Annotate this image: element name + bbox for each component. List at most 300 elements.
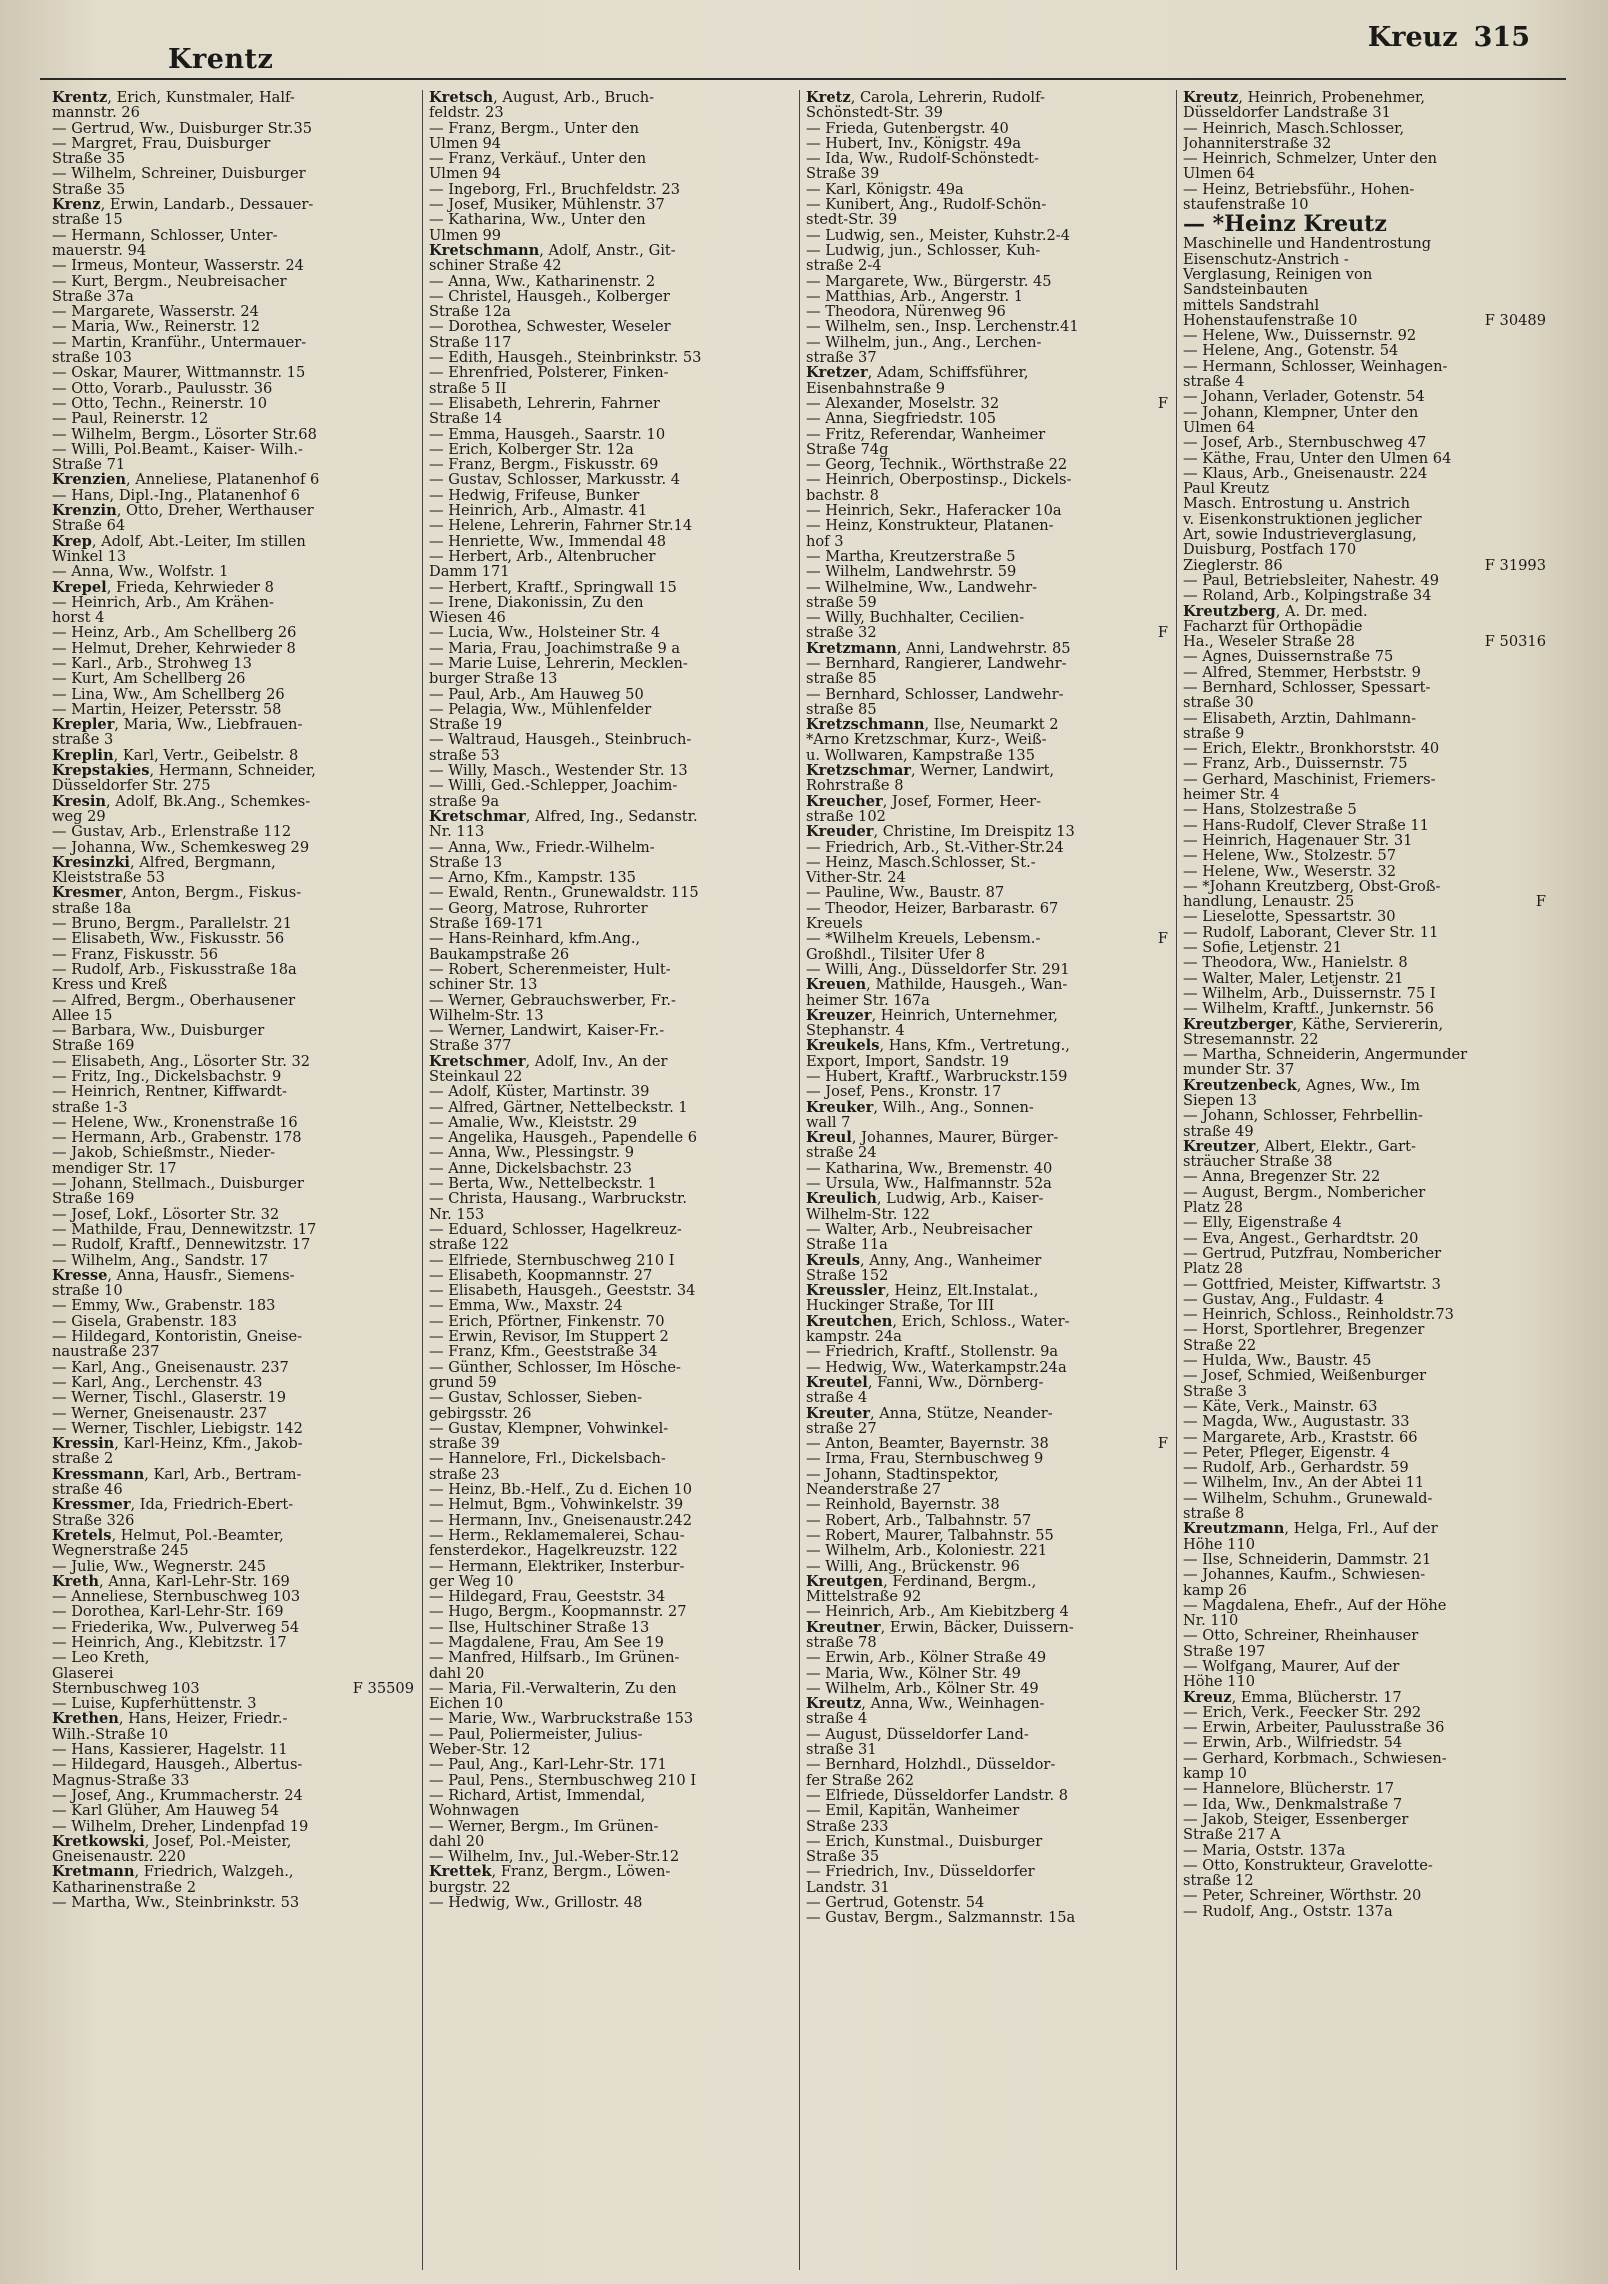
directory-line: fensterdekor., Hagelkreuzstr. 122 (429, 1543, 678, 1559)
directory-line: — Maria, Oststr. 137a (1183, 1842, 1346, 1858)
directory-line: — Wilhelm, Schreiner, Duisburger (52, 166, 306, 182)
directory-line: Kretkowski, Josef, Pol.-Meister, (52, 1833, 292, 1850)
directory-line: — Robert, Arb., Talbahnstr. 57 (806, 1512, 1032, 1528)
directory-line: — Willi, Pol.Beamt., Kaiser- Wilh.- (52, 441, 303, 458)
directory-line: straße 46 (52, 1482, 123, 1498)
directory-line: Straße 19 (429, 717, 503, 733)
directory-line: Kresse, Anna, Hausfr., Siemens- (52, 1267, 295, 1284)
directory-line: Eisenbahnstraße 9 (806, 380, 946, 396)
phone-number: F 31993 (1484, 557, 1546, 573)
directory-line: Art, sowie Industrieverglasung, (1183, 527, 1417, 543)
directory-line: Maschinelle und Handentrostung (1183, 236, 1432, 252)
directory-line: — Margarete, Ww., Bürgerstr. 45 (806, 273, 1052, 289)
directory-line: — Helene, Ang., Gotenstr. 54 (1183, 343, 1399, 359)
directory-line: — Jakob, Schießmstr., Nieder- (52, 1145, 276, 1161)
directory-line: Straße 11a (806, 1237, 888, 1253)
directory-line: Krenzin, Otto, Dreher, Werthauser (52, 503, 314, 519)
directory-line: Siepen 13 (1183, 1093, 1257, 1109)
directory-line: weg 29 (52, 808, 106, 825)
directory-line: — Hugo, Bergm., Koopmannstr. 27 (429, 1604, 687, 1620)
directory-line: Kretschmann, Adolf, Anstr., Git- (429, 242, 676, 259)
directory-line: Straße 35 (806, 1849, 880, 1865)
directory-line: Kreul, Johannes, Maurer, Bürger- (806, 1130, 1059, 1146)
directory-line: — Erich, Kolberger Str. 12a (429, 441, 634, 458)
directory-line: — Johannes, Kaufm., Schwiesen- (1183, 1567, 1426, 1583)
directory-line: — Anna, Ww., Friedr.-Wilhelm- (429, 839, 655, 855)
directory-line: Magnus-Straße 33 (52, 1772, 190, 1788)
directory-line: — Paul, Pens., Sternbuschweg 210 I (429, 1772, 697, 1788)
directory-line: Kretschmer, Adolf, Inv., An der (429, 1053, 668, 1069)
directory-line: Verglasung, Reinigen von (1183, 266, 1373, 283)
directory-line: — Wilhelm, Dreher, Lindenpfad 19 (52, 1818, 309, 1834)
directory-line: Weber-Str. 12 (429, 1742, 531, 1758)
directory-line: straße 18a (52, 900, 132, 917)
directory-line: Gneisenaustr. 220 (52, 1849, 186, 1865)
header-left-keyword: Krentz (168, 44, 274, 75)
directory-line: — Willy, Buchhalter, Cecilien- (806, 610, 1025, 626)
directory-line: — Hans, Stolzestraße 5 (1183, 802, 1357, 818)
directory-line: Straße 14 (429, 411, 503, 427)
directory-line: — Karl, Königstr. 49a (806, 181, 964, 198)
directory-line: Platz 28 (1183, 1200, 1243, 1216)
directory-line: Ulmen 99 (429, 227, 502, 243)
directory-line: — Horst, Sportlehrer, Bregenzer (1183, 1322, 1425, 1338)
directory-line: straße 31 (806, 1742, 877, 1758)
phone-number: F 30489 (1484, 312, 1546, 329)
directory-line: — Paul, Betriebsleiter, Nahestr. 49 (1183, 572, 1439, 589)
directory-line: — Martha, Ww., Steinbrinkstr. 53 (52, 1895, 300, 1911)
directory-line: Nr. 113 (429, 824, 485, 840)
directory-line: — Emil, Kapitän, Wanheimer (806, 1803, 1020, 1819)
directory-line: — Otto, Konstrukteur, Gravelotte- (1183, 1857, 1433, 1874)
directory-line: — Heinrich, Schmelzer, Unter den (1183, 151, 1438, 167)
directory-line: — Hedwig, Ww., Grillostr. 48 (429, 1895, 643, 1911)
directory-line: — Theodora, Ww., Hanielstr. 8 (1183, 955, 1408, 971)
directory-line: — Gertrud, Putzfrau, Nombericher (1183, 1245, 1442, 1262)
directory-line: straße 39 (429, 1436, 500, 1452)
directory-line: — Hannelore, Frl., Dickelsbach- (429, 1451, 666, 1467)
directory-line: Düsseldorfer Landstraße 31 (1183, 105, 1391, 121)
directory-line: — Elfriede, Sternbuschweg 210 I (429, 1252, 675, 1268)
directory-line: — Heinrich, Arb., Almastr. 41 (429, 503, 648, 519)
directory-line: Damm 171 (429, 564, 510, 580)
phone-number: F (1157, 1436, 1168, 1452)
directory-line: — Ewald, Rentn., Grunewaldstr. 115 (429, 885, 699, 901)
directory-line: Krethen, Hans, Heizer, Friedr.- (52, 1711, 288, 1727)
directory-line: heimer Str. 4 (1183, 787, 1280, 803)
directory-line: — Rudolf, Arb., Gerhardstr. 59 (1183, 1460, 1409, 1476)
directory-line: — Alexander, Moselstr. 32 F (806, 395, 1168, 412)
directory-line: Kreutner, Erwin, Bäcker, Duissern- (806, 1619, 1074, 1635)
directory-line: — Martin, Kranführ., Untermauer- (52, 334, 307, 351)
directory-line: gebirgsstr. 26 (429, 1405, 532, 1421)
directory-line: straße 85 (806, 701, 877, 718)
directory-line: — Hans, Kassierer, Hagelstr. 11 (52, 1742, 288, 1758)
directory-line: horst 4 (52, 610, 105, 626)
directory-line: — Werner, Tischler, Liebigstr. 142 (52, 1420, 303, 1437)
directory-line: — Arno, Kfm., Kampstr. 135 (429, 870, 636, 886)
phone-number: F (1157, 395, 1168, 412)
directory-line: Krenzien, Anneliese, Platanenhof 6 (52, 472, 320, 488)
directory-line: — Heinrich, Arb., Am Krähen- (52, 594, 274, 611)
directory-line: Glaserei (52, 1665, 114, 1681)
directory-line: — Maria, Ww., Kölner Str. 49 (806, 1665, 1021, 1681)
directory-line: — Maria, Frau, Joachimstraße 9 a (429, 640, 681, 656)
directory-line: — Ursula, Ww., Halfmannstr. 52a (806, 1176, 1052, 1192)
directory-line: straße 122 (429, 1237, 509, 1253)
directory-line: Johanniterstraße 32 (1183, 135, 1332, 152)
directory-line: — Anna, Ww., Wolfstr. 1 (52, 564, 229, 580)
directory-line: — Josef, Musiker, Mühlenstr. 37 (429, 197, 665, 213)
directory-line: Straße 35 (52, 151, 126, 167)
directory-line: Kressmann, Karl, Arb., Bertram- (52, 1466, 302, 1483)
directory-line: mendiger Str. 17 (52, 1160, 177, 1177)
directory-line: — Lina, Ww., Am Schellberg 26 (52, 686, 285, 702)
directory-line: — Martha, Kreutzerstraße 5 (806, 548, 1016, 565)
directory-line: — Wolfgang, Maurer, Auf der (1183, 1658, 1400, 1675)
directory-line: Kreutel, Fanni, Ww., Dörnberg- (806, 1374, 1044, 1391)
directory-line: — Wilhelm, Landwehrstr. 59 (806, 564, 1017, 580)
directory-line: — Barbara, Ww., Duisburger (52, 1023, 265, 1039)
directory-line: — Elisabeth, Ang., Lösorter Str. 32 (52, 1053, 311, 1069)
directory-line: straße 5 II (429, 380, 507, 396)
directory-line: — Pelagia, Ww., Mühlenfelder (429, 701, 652, 718)
directory-line: — Martin, Heizer, Petersstr. 58 (52, 701, 282, 718)
directory-line: — Gustav, Schlosser, Markusstr. 4 (429, 472, 681, 488)
directory-line: Straße 12a (429, 304, 511, 320)
directory-line: mittels Sandstrahl (1183, 297, 1320, 313)
directory-line: Nr. 110 (1183, 1613, 1239, 1629)
directory-line: Ulmen 94 (429, 135, 502, 152)
directory-line: Neanderstraße 27 (806, 1482, 942, 1498)
directory-line: — Heinz, Bb.-Helf., Zu d. Eichen 10 (429, 1482, 693, 1498)
directory-line: Kreuker, Wilh., Ang., Sonnen- (806, 1099, 1034, 1115)
directory-line: — Hildegard, Kontoristin, Gneise- (52, 1329, 303, 1345)
directory-line: — Helene, Ww., Duissernstr. 92 (1183, 328, 1417, 344)
directory-line: — Georg, Technik., Wörthstraße 22 (806, 457, 1068, 473)
directory-line: wall 7 (806, 1114, 851, 1131)
directory-line: — Theodor, Heizer, Barbarastr. 67 (806, 900, 1059, 917)
directory-line: — Helene, Ww., Weserstr. 32 (1183, 863, 1397, 879)
directory-line: — Berta, Ww., Nettelbeckstr. 1 (429, 1176, 657, 1192)
directory-line: Kressmer, Ida, Friedrich-Ebert- (52, 1497, 294, 1513)
directory-line: — Ilse, Schneiderin, Dammstr. 21 (1183, 1551, 1432, 1568)
directory-line: straße 2-4 (806, 258, 882, 274)
directory-line: — Julie, Ww., Wegnerstr. 245 (52, 1558, 267, 1574)
directory-line: — Hermann, Arb., Grabenstr. 178 (52, 1130, 302, 1146)
directory-line: fer Straße 262 (806, 1772, 915, 1788)
directory-line: — Hubert, Inv., Königstr. 49a (806, 135, 1022, 152)
directory-line: — Elfriede, Düsseldorfer Landstr. 8 (806, 1787, 1069, 1804)
directory-line: — Werner, Gebrauchswerber, Fr.- (429, 992, 676, 1008)
directory-line: Duisburg, Postfach 170 (1183, 542, 1357, 558)
directory-line: — Hannelore, Blücherstr. 17 (1183, 1781, 1394, 1797)
directory-line: Kreuen, Mathilde, Hausgeh., Wan- (806, 977, 1068, 993)
directory-line: straße 12 (1183, 1873, 1254, 1889)
directory-line: — Gustav, Arb., Erlenstraße 112 (52, 824, 292, 840)
directory-line: — Erich, Elektr., Bronkhorststr. 40 (1183, 741, 1440, 757)
directory-line: Kreuls, Anny, Ang., Wanheimer (806, 1252, 1042, 1268)
directory-line: — Hans-Rudolf, Clever Straße 11 (1183, 817, 1429, 833)
directory-line: Wegnerstraße 245 (52, 1543, 189, 1559)
directory-line: — Karl., Arb., Strohweg 13 (52, 655, 252, 672)
directory-line: kamp 10 (1183, 1766, 1247, 1782)
directory-line: — Heinrich, Oberpostinsp., Dickels- (806, 472, 1072, 488)
directory-line: — Johann, Verlader, Gotenstr. 54 (1183, 389, 1425, 405)
directory-line: — Emma, Hausgeh., Saarstr. 10 (429, 426, 666, 442)
directory-line: — Erich, Kunstmal., Duisburger (806, 1833, 1043, 1850)
directory-line: — Katharina, Ww., Unter den (429, 212, 646, 228)
directory-line: — Fritz, Ing., Dickelsbachstr. 9 (52, 1069, 282, 1085)
directory-line: straße 10 (52, 1283, 123, 1299)
directory-line: Kreplin, Karl, Vertr., Geibelstr. 8 (52, 747, 299, 764)
directory-line: straße 103 (52, 350, 132, 366)
directory-line: — Heinrich, Arb., Am Kiebitzberg 4 (806, 1604, 1069, 1620)
directory-line: — Otto, Schreiner, Rheinhauser (1183, 1628, 1419, 1644)
directory-line: Eisenschutz-Anstrich - (1183, 251, 1349, 267)
directory-line: — Agnes, Duissernstraße 75 (1183, 649, 1394, 665)
directory-line: — Martha, Schneiderin, Angermunder (1183, 1047, 1468, 1063)
phone-number: F (1157, 931, 1168, 947)
directory-line: — Hubert, Kraftf., Warbruckstr.159 (806, 1069, 1068, 1085)
directory-line: — Maria, Ww., Reinerstr. 12 (52, 319, 261, 335)
directory-line: — Gustav, Klempner, Vohwinkel- (429, 1420, 669, 1437)
directory-line: Kressin, Karl-Heinz, Kfm., Jakob- (52, 1436, 303, 1452)
directory-line: Kretschmar, Alfred, Ing., Sedanstr. (429, 808, 698, 825)
directory-line: — Heinz, Masch.Schlosser, St.- (806, 854, 1036, 871)
directory-line: Kreukels, Hans, Kfm., Vertretung., (806, 1038, 1070, 1054)
directory-line: — Johanna, Ww., Schemkesweg 29 (52, 839, 310, 855)
directory-line: — Emma, Ww., Maxstr. 24 (429, 1298, 623, 1314)
directory-line: — Karl Glüher, Am Hauweg 54 (52, 1803, 280, 1819)
directory-line: — Elisabeth, Koopmannstr. 27 (429, 1267, 653, 1284)
directory-line: — Heinrich, Ang., Klebitzstr. 17 (52, 1634, 287, 1651)
directory-line: — Emmy, Ww., Grabenstr. 183 (52, 1298, 276, 1314)
directory-line: — Helene, Lehrerin, Fahrner Str.14 (429, 518, 693, 534)
directory-line: schiner Str. 13 (429, 977, 538, 993)
directory-line: straße 85 (806, 671, 877, 687)
directory-line: — Rudolf, Arb., Fiskusstraße 18a (52, 961, 297, 978)
directory-line: — Josef, Lokf., Lösorter Str. 32 (52, 1206, 280, 1222)
directory-line: — Adolf, Küster, Martinstr. 39 (429, 1084, 650, 1100)
directory-line: — Herbert, Arb., Altenbrucher (429, 548, 656, 565)
directory-line: — Walter, Maler, Letjenstr. 21 (1183, 970, 1404, 986)
directory-line: — Wilhelm, Inv., An der Abtei 11 (1183, 1475, 1425, 1491)
directory-line: — Gerhard, Maschinist, Friemers- (1183, 771, 1436, 788)
directory-line: — Reinhold, Bayernstr. 38 (806, 1497, 1000, 1513)
directory-line: — Kurt, Am Schellberg 26 (52, 671, 246, 687)
directory-line: — Edith, Hausgeh., Steinbrinkstr. 53 (429, 350, 702, 366)
directory-line: straße 4 (806, 1711, 868, 1727)
directory-line: — Anton, Beamter, Bayernstr. 38 F (806, 1436, 1168, 1452)
directory-line: Großhdl., Tilsiter Ufer 8 (806, 946, 986, 962)
directory-line: straße 9 (1183, 725, 1245, 742)
directory-line: — Gisela, Grabenstr. 183 (52, 1313, 237, 1330)
directory-line: — Christel, Hausgeh., Kolberger (429, 288, 670, 305)
directory-line: — Irma, Frau, Sternbuschweg 9 (806, 1451, 1044, 1467)
directory-line: Steinkaul 22 (429, 1069, 523, 1085)
directory-line: — Wilhelm, Bergm., Lösorter Str.68 (52, 426, 317, 442)
directory-line: — Bernhard, Holzhdl., Düsseldor- (806, 1757, 1056, 1773)
directory-line: Kreutzberg, A. Dr. med. (1183, 603, 1368, 619)
directory-line: Straße 39 (806, 166, 880, 182)
directory-line: — Magdalene, Frau, Am See 19 (429, 1634, 664, 1651)
directory-line: straße 37 (806, 350, 877, 366)
directory-line: — Maria, Fil.-Verwalterin, Zu den (429, 1680, 677, 1697)
directory-line: — Franz, Kfm., Geeststraße 34 (429, 1344, 658, 1360)
directory-line: — Marie Luise, Lehrerin, Mecklen- (429, 655, 688, 672)
directory-line: — Rudolf, Laborant, Clever Str. 11 (1183, 924, 1439, 941)
directory-line: burgstr. 22 (429, 1879, 511, 1896)
directory-line: Wilhelm-Str. 122 (806, 1206, 930, 1222)
directory-line: Sternbuschweg 103 F 35509 (52, 1680, 414, 1697)
directory-line: — Alfred, Gärtner, Nettelbeckstr. 1 (429, 1099, 688, 1115)
directory-line: — Richard, Artist, Immendal, (429, 1787, 646, 1804)
directory-line: — Franz, Bergm., Fiskusstr. 69 (429, 457, 659, 473)
directory-line: Kreuter, Anna, Stütze, Neander- (806, 1405, 1053, 1421)
directory-line: Straße 169 (52, 1191, 135, 1207)
phone-number: F (1535, 894, 1546, 910)
directory-line: — Matthias, Arb., Angerstr. 1 (806, 288, 1024, 305)
directory-line: grund 59 (429, 1374, 497, 1391)
directory-line: — Peter, Schreiner, Wörthstr. 20 (1183, 1888, 1422, 1904)
directory-line: Kreuzer, Heinrich, Unternehmer, (806, 1007, 1058, 1024)
directory-line: — Erwin, Revisor, Im Stuppert 2 (429, 1329, 669, 1345)
phone-number: F (1157, 625, 1168, 641)
directory-line: dahl 20 (429, 1665, 485, 1681)
directory-line: Kreutz, Heinrich, Probenehmer, (1183, 90, 1425, 106)
directory-line: Düsseldorfer Str. 275 (52, 778, 211, 794)
directory-line: naustraße 237 (52, 1344, 160, 1360)
directory-line: Straße 64 (52, 518, 126, 534)
directory-line: Kretzmann, Anni, Landwehrstr. 85 (806, 640, 1071, 656)
directory-line: — Gustav, Schlosser, Sieben- (429, 1390, 643, 1406)
directory-line: u. Wollwaren, Kampstraße 135 (806, 747, 1035, 764)
directory-line: — Wilhelm, jun., Ang., Lerchen- (806, 334, 1042, 351)
directory-line: — Theodora, Nürenweg 96 (806, 304, 1006, 320)
directory-line: Krepstakies, Hermann, Schneider, (52, 763, 316, 779)
directory-line: straße 30 (1183, 695, 1254, 711)
directory-line: — Franz, Verkäuf., Unter den (429, 151, 647, 167)
directory-line: — *Johann Kreutzberg, Obst-Groß- (1183, 878, 1441, 895)
directory-line: — Bruno, Bergm., Parallelstr. 21 (52, 916, 292, 932)
directory-line: — Heinrich, Rentner, Kiffwardt- (52, 1084, 287, 1100)
directory-line: — Ehrenfried, Polsterer, Finken- (429, 365, 669, 381)
directory-line: Wilh.-Straße 10 (52, 1726, 169, 1743)
directory-line: — Erich, Verk., Feecker Str. 292 (1183, 1704, 1422, 1721)
directory-line: Nr. 153 (429, 1206, 485, 1222)
directory-line: — Rudolf, Ang., Oststr. 137a (1183, 1903, 1393, 1920)
directory-line: Ha., Weseler Straße 28 F 50316 (1183, 634, 1546, 650)
directory-line: — Georg, Matrose, Ruhrorter (429, 900, 648, 917)
directory-line: — Heinrich, Hagenauer Str. 31 (1183, 832, 1413, 849)
directory-line: — Werner, Gneisenaustr. 237 (52, 1405, 268, 1421)
directory-line: — Hildegard, Hausgeh., Albertus- (52, 1757, 303, 1773)
column-4 (1177, 90, 1554, 2270)
directory-line: Straße 37a (52, 288, 134, 305)
directory-line: — Anna, Ww., Plessingstr. 9 (429, 1145, 635, 1161)
directory-line: straße 3 (52, 732, 114, 748)
directory-line: — Ilse, Hultschiner Straße 13 (429, 1619, 650, 1635)
directory-line: — Helene, Ww., Kronenstraße 16 (52, 1114, 298, 1131)
directory-line: straße 59 (806, 594, 877, 611)
directory-line: — Wilhelm, Schuhm., Grunewald- (1183, 1490, 1433, 1507)
directory-line: — Rudolf, Kraftf., Dennewitzstr. 17 (52, 1237, 311, 1253)
directory-line: Wilhelm-Str. 13 (429, 1007, 544, 1024)
directory-line: sträucher Straße 38 (1183, 1154, 1333, 1170)
directory-line: Schönstedt-Str. 39 (806, 105, 943, 121)
directory-line: straße 32 F (806, 625, 1168, 641)
directory-line: Straße 35 (52, 181, 126, 198)
directory-line: ger Weg 10 (429, 1573, 514, 1590)
directory-line: munder Str. 37 (1183, 1062, 1295, 1078)
directory-line: — Christa, Hausang., Warbruckstr. (429, 1191, 687, 1207)
directory-line: — Elisabeth, Hausgeh., Geeststr. 34 (429, 1283, 696, 1299)
directory-line: Ulmen 64 (1183, 419, 1256, 436)
directory-line: — Werner, Bergm., Im Grünen- (429, 1818, 659, 1834)
directory-line: straße 2 (52, 1451, 114, 1467)
directory-line: Wohnwagen (429, 1803, 520, 1819)
directory-line: — Johann, Schlosser, Fehrbellin- (1183, 1108, 1423, 1124)
directory-line: — Franz, Fiskusstr. 56 (52, 946, 218, 962)
directory-line: Krepler, Maria, Ww., Liebfrauen- (52, 717, 303, 733)
directory-line: — Margarete, Wasserstr. 24 (52, 304, 259, 320)
column-3 (800, 90, 1177, 2270)
directory-line: — Katharina, Ww., Bremenstr. 40 (806, 1160, 1053, 1177)
directory-line: — Jakob, Steiger, Essenberger (1183, 1811, 1409, 1828)
directory-line: — Josef, Schmied, Weißenburger (1183, 1368, 1427, 1384)
directory-line: Straße 197 (1183, 1643, 1266, 1659)
directory-line: — Paul, Arb., Am Hauweg 50 (429, 686, 644, 702)
directory-line: — Gottfried, Meister, Kiffwartstr. 3 (1183, 1276, 1441, 1292)
directory-line: Kreuder, Christine, Im Dreispitz 13 (806, 824, 1075, 840)
directory-line: — Waltraud, Hausgeh., Steinbruch- (429, 732, 692, 748)
directory-line: — Wilhelm, Inv., Jul.-Weber-Str.12 (429, 1849, 680, 1865)
directory-line: Export, Import, Sandstr. 19 (806, 1053, 1009, 1069)
directory-line: — August, Bergm., Nombericher (1183, 1184, 1426, 1201)
directory-line: — Gerhard, Korbmach., Schwiesen- (1183, 1750, 1447, 1767)
directory-line: Rohrstraße 8 (806, 778, 904, 794)
directory-line: Kreucher, Josef, Former, Heer- (806, 793, 1042, 809)
directory-line: — Fritz, Referendar, Wanheimer (806, 426, 1046, 442)
directory-line: — Walter, Arb., Neubreisacher (806, 1221, 1033, 1238)
directory-line: — Erwin, Arb., Wilfriedstr. 54 (1183, 1735, 1403, 1751)
directory-line: *Arno Kretzschmar, Kurz-, Weiß- (806, 732, 1047, 748)
directory-line: Vither-Str. 24 (806, 870, 906, 886)
directory-line: — Ludwig, sen., Meister, Kuhstr.2-4 (806, 227, 1071, 243)
directory-line: — Eduard, Schlosser, Hagelkreuz- (429, 1221, 682, 1238)
directory-line: Huckinger Straße, Tor III (806, 1298, 995, 1314)
directory-line: straße 8 (1183, 1506, 1245, 1522)
directory-line: straße 9a (429, 793, 500, 809)
directory-line: Höhe 110 (1183, 1536, 1256, 1552)
directory-line: — Käte, Verk., Mainstr. 63 (1183, 1398, 1378, 1415)
directory-line: — Luise, Kupferhüttenstr. 3 (52, 1696, 257, 1712)
directory-line: — Elisabeth, Lehrerin, Fahrner (429, 395, 660, 412)
directory-line: — Herbert, Kraftf., Springwall 15 (429, 579, 677, 595)
directory-line: — Amalie, Ww., Kleiststr. 29 (429, 1114, 638, 1131)
directory-line: — Alfred, Stemmer, Herbststr. 9 (1183, 664, 1421, 680)
directory-line: handlung, Lenaustr. 25 F (1183, 894, 1546, 910)
directory-line: — Johann, Klempner, Unter den (1183, 404, 1419, 420)
directory-line: Kreth, Anna, Karl-Lehr-Str. 169 (52, 1573, 290, 1590)
directory-line: — Werner, Tischl., Glaserstr. 19 (52, 1390, 287, 1406)
directory-line: — Dorothea, Karl-Lehr-Str. 169 (52, 1604, 284, 1620)
phone-number: F 35509 (352, 1680, 414, 1697)
directory-line: Straße 169-171 (429, 916, 545, 932)
directory-line: — Wilhelm, sen., Insp. Lerchenstr.41 (806, 319, 1079, 335)
directory-line: Krentz, Erich, Kunstmaler, Half- (52, 90, 295, 106)
